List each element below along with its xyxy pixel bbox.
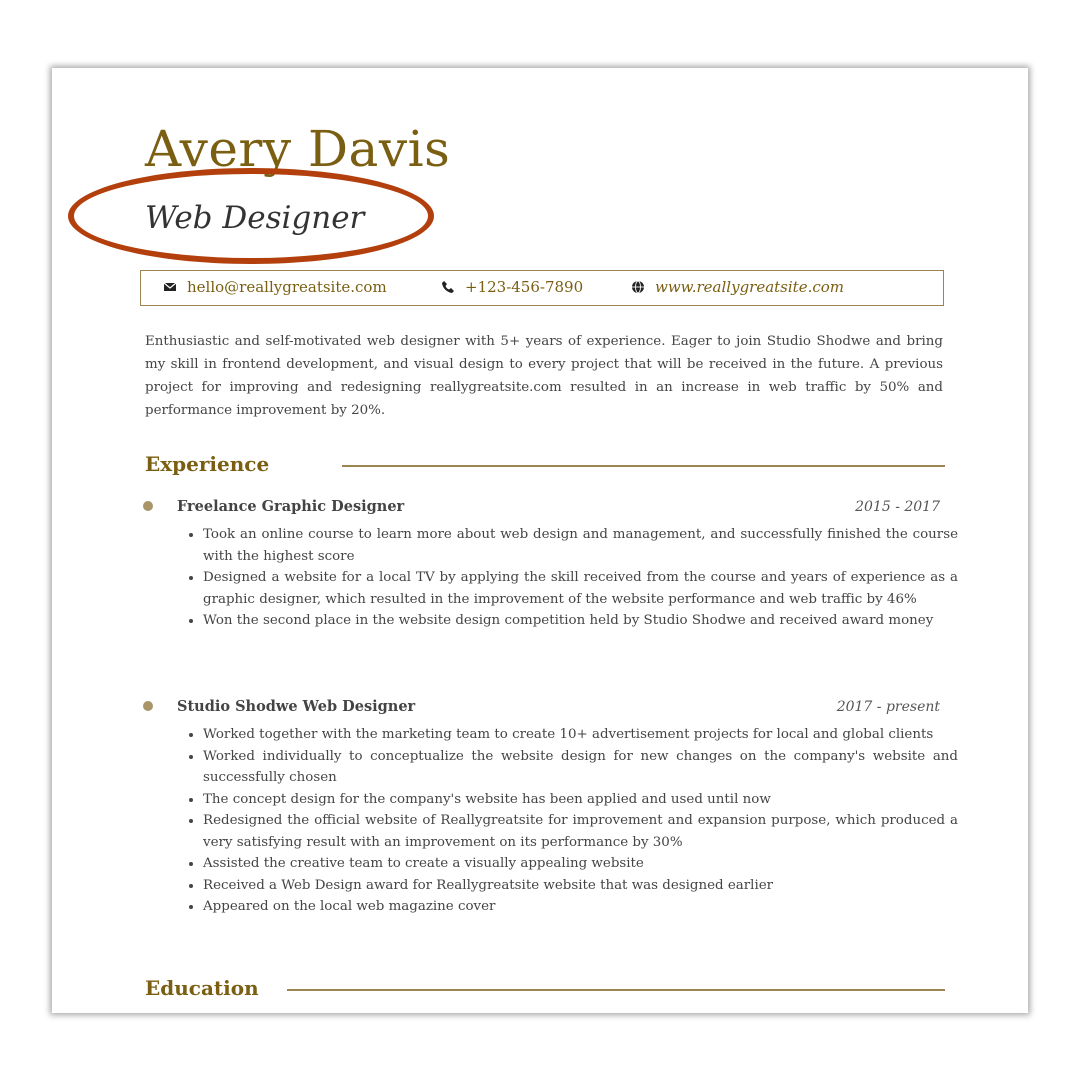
- list-item: • Received a Web Design award for Reallygreatsite website that was designed earlier: [203, 875, 958, 897]
- contact-bar: [140, 270, 944, 306]
- education-heading: Education: [145, 976, 259, 1000]
- list-item: • The concept design for the company's website has been applied and used until now: [203, 789, 958, 811]
- profile-summary: Enthusiastic and self-motivated web designer with 5+ years of experience. Eager to join Studio Shodwe and bring my skill in frontend development, and visual design to every project that will be received in the future. A previous project for improving and redesigning reallygreatsite.com resulted in an increase in web traffic by 50% and performance improvement by 20%.: [145, 334, 943, 418]
- list-item: • Worked individually to conceptualize the website design for new changes on the company's website and successfully chosen: [203, 746, 958, 789]
- role-highlight-ellipse: [68, 168, 434, 264]
- contact-email-text: hello@reallygreatsite.com: [187, 278, 387, 296]
- contact-email[interactable]: [163, 280, 387, 295]
- list-item: • Designed a website for a local TV by applying the skill received from the course and years of experience as a graphic designer, which resulted in the improvement of the website performance and web traffic by 46%: [203, 567, 958, 610]
- experience-heading: Experience: [145, 452, 270, 476]
- list-item: • Worked together with the marketing team to create 10+ advertisement projects for local and global clients: [203, 724, 958, 746]
- list-item: • Won the second place in the website design competition held by Studio Shodwe and received award money: [203, 610, 958, 632]
- contact-phone-text: +123-456-7890: [465, 278, 584, 296]
- envelope-icon: [163, 280, 177, 294]
- contact-phone[interactable]: [441, 280, 583, 295]
- list-item: • Appeared on the local web magazine cover: [203, 896, 958, 918]
- job-dates: 2015 - 2017: [855, 499, 940, 515]
- education-rule: [287, 989, 945, 991]
- list-item: • Took an online course to learn more about web design and management, and successfully finished the course with the highest score: [203, 524, 958, 567]
- job-bullets: [185, 524, 958, 632]
- resume-page: [52, 68, 1028, 1013]
- job-bullet-dot: [143, 701, 153, 711]
- job-dates: 2017 - present: [836, 699, 940, 715]
- list-item: • Redesigned the official website of Reallygreatsite for improvement and expansion purpose, which produced a very satisfying result with an improvement on its performance by 30%: [203, 810, 958, 853]
- job-title: Freelance Graphic Designer: [177, 498, 405, 515]
- experience-rule: [342, 465, 945, 467]
- job-bullets: [185, 724, 958, 918]
- phone-icon: [441, 280, 455, 294]
- contact-website[interactable]: [631, 280, 844, 295]
- list-item: • Assisted the creative team to create a visually appealing website: [203, 853, 958, 875]
- job-title: Studio Shodwe Web Designer: [177, 698, 416, 715]
- job-role: Web Designer: [145, 200, 365, 236]
- contact-website-text: www.reallygreatsite.com: [655, 278, 845, 296]
- candidate-name: Avery Davis: [145, 120, 451, 178]
- globe-icon: [631, 280, 645, 294]
- job-bullet-dot: [143, 501, 153, 511]
